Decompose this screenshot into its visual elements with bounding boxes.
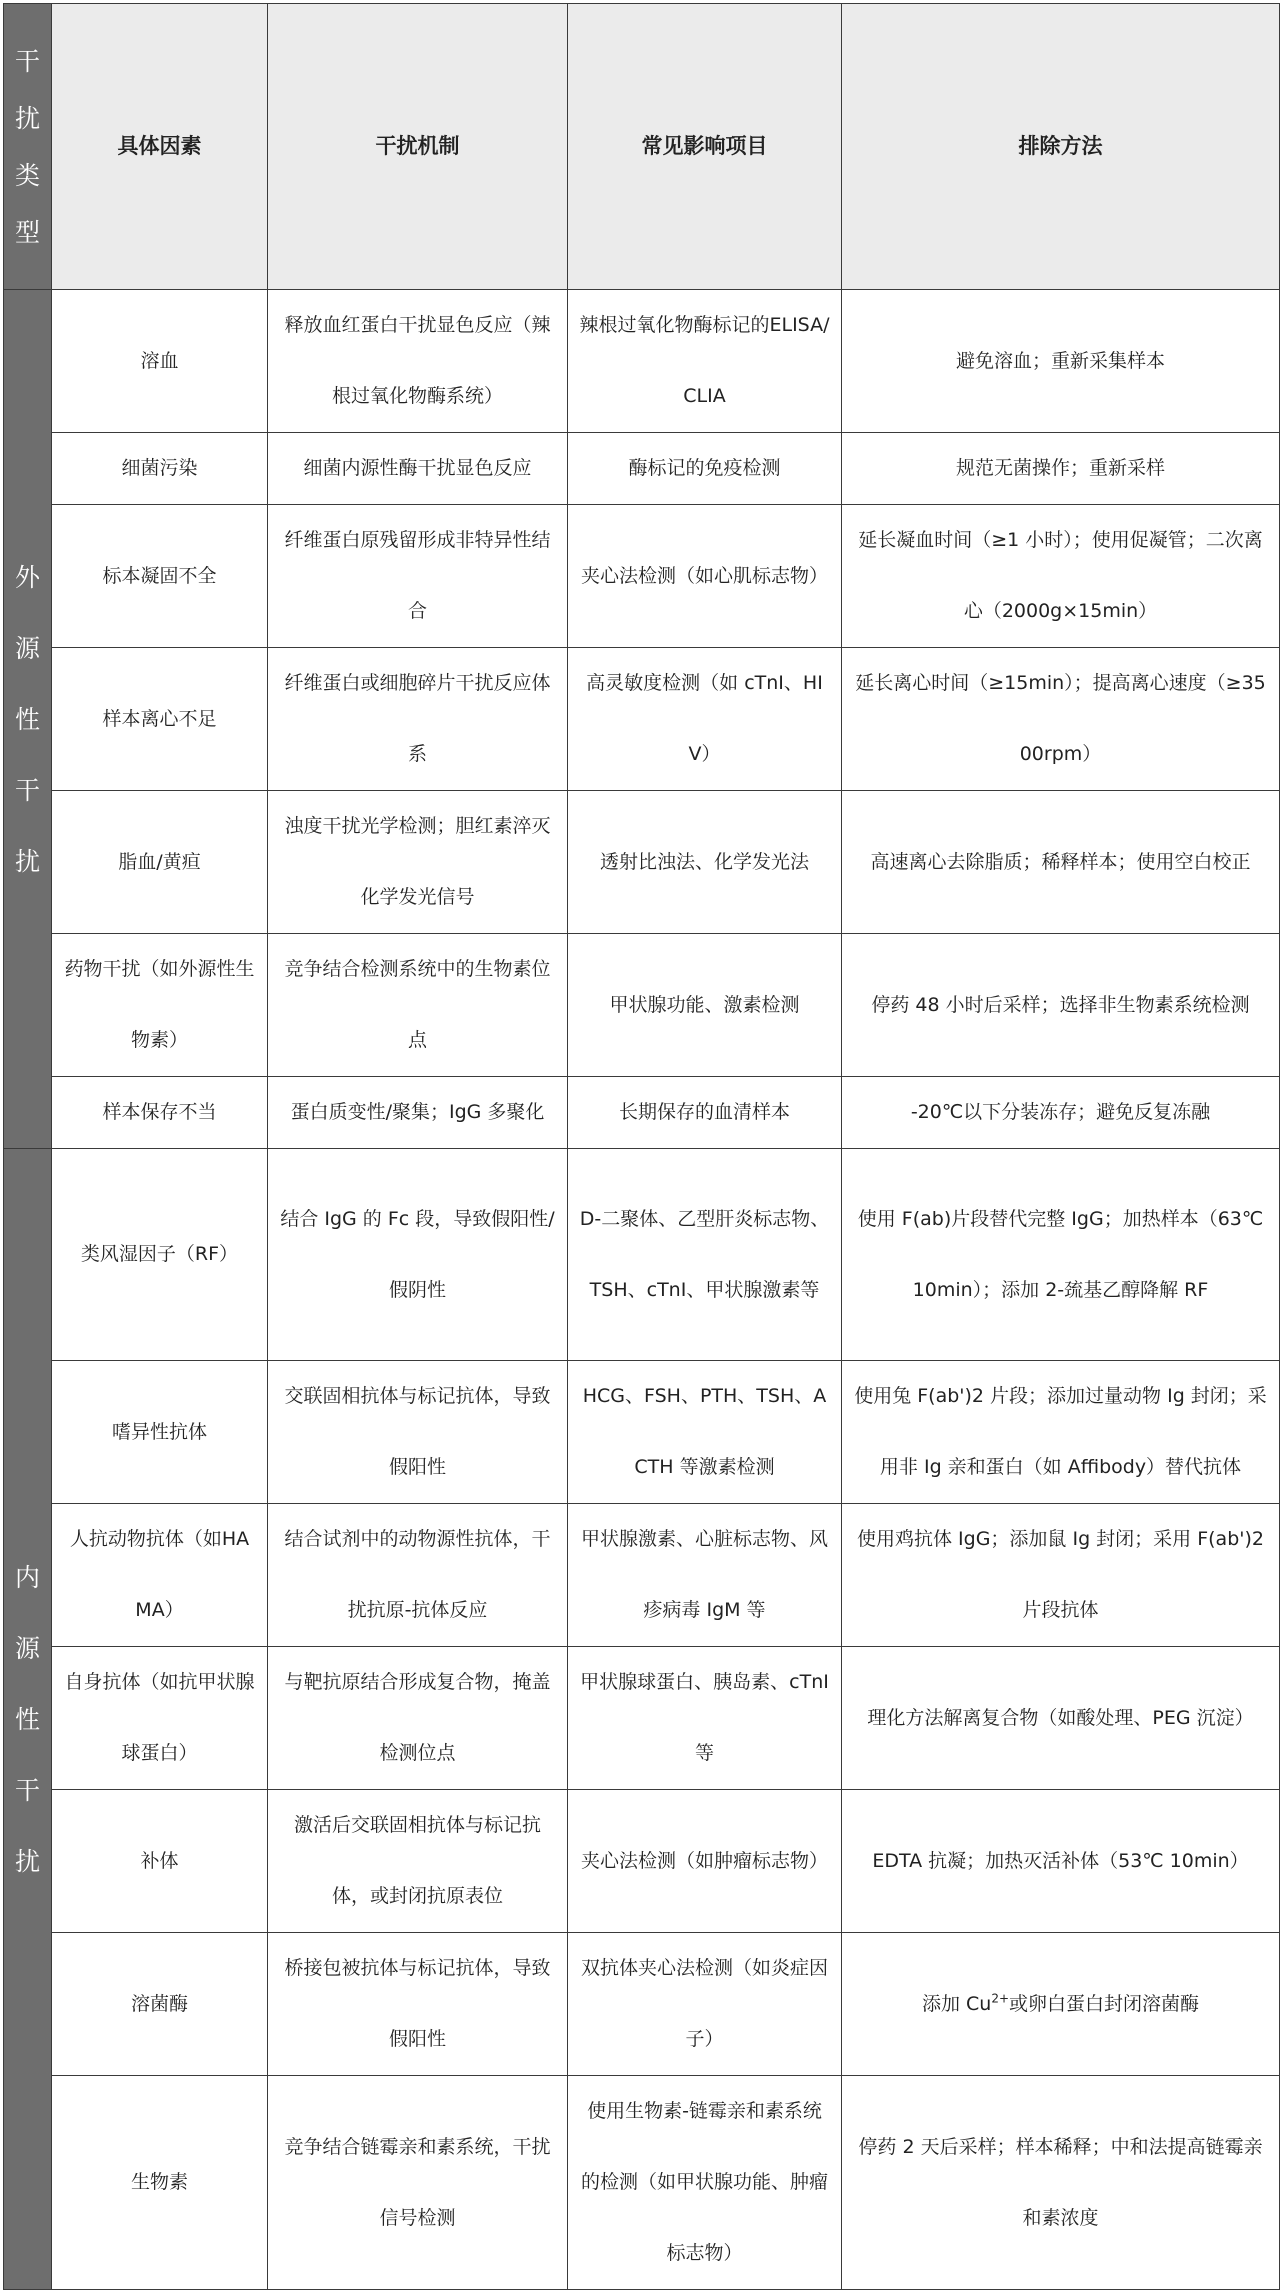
group-label-char: 干 xyxy=(14,775,40,805)
cell-factor: 样本保存不当 xyxy=(52,1077,268,1149)
table-row xyxy=(4,648,1280,791)
cell-items: 透射比浊法、化学发光法 xyxy=(568,791,842,934)
cell-mechanism: 桥接包被抗体与标记抗体，导致假阳性 xyxy=(268,1933,568,2076)
table-row xyxy=(4,1647,1280,1790)
cell-mechanism: 释放血红蛋白干扰显色反应（辣根过氧化物酶系统） xyxy=(268,290,568,433)
table-row xyxy=(4,934,1280,1077)
group-label-char: 源 xyxy=(14,633,40,663)
group-label-endogenous xyxy=(4,1149,52,2290)
cell-items: 双抗体夹心法检测（如炎症因子） xyxy=(568,1933,842,2076)
cell-factor: 药物干扰（如外源性生物素） xyxy=(52,934,268,1077)
cell-items: 辣根过氧化物酶标记的ELISA/CLIA xyxy=(568,290,842,433)
table-row xyxy=(4,1933,1280,2076)
table-row xyxy=(4,791,1280,934)
cell-method: 延长凝血时间（≥1 小时）；使用促凝管；二次离心（2000g×15min） xyxy=(842,505,1280,648)
group-label-char: 扰 xyxy=(14,1846,40,1876)
cell-items: 夹心法检测（如心肌标志物） xyxy=(568,505,842,648)
header-type xyxy=(4,4,52,290)
method-text-post: 或卵白蛋白封闭溶菌酶 xyxy=(1009,1992,1200,2015)
header-type-char: 干 xyxy=(14,46,40,76)
cell-method: 停药 48 小时后采样；选择非生物素系统检测 xyxy=(842,934,1280,1077)
cell-items: 使用生物素-链霉亲和素系统的检测（如甲状腺功能、肿瘤标志物） xyxy=(568,2076,842,2290)
header-type-char: 型 xyxy=(14,217,40,247)
cell-items: 高灵敏度检测（如 cTnI、HIV） xyxy=(568,648,842,791)
method-text-pre: 添加 Cu xyxy=(921,1992,992,2015)
cell-items: 酶标记的免疫检测 xyxy=(568,433,842,505)
table-row xyxy=(4,505,1280,648)
cell-factor: 标本凝固不全 xyxy=(52,505,268,648)
cell-items: 甲状腺功能、激素检测 xyxy=(568,934,842,1077)
cell-mechanism: 浊度干扰光学检测；胆红素淬灭化学发光信号 xyxy=(268,791,568,934)
table-row xyxy=(4,433,1280,505)
cell-mechanism: 结合试剂中的动物源性抗体，干扰抗原-抗体反应 xyxy=(268,1504,568,1647)
cell-method: EDTA 抗凝；加热灭活补体（53℃ 10min） xyxy=(842,1790,1280,1933)
interference-table xyxy=(3,3,1280,2290)
cell-method: 延长离心时间（≥15min）；提高离心速度（≥3500rpm） xyxy=(842,648,1280,791)
group-label-char: 源 xyxy=(14,1633,40,1663)
group-label-char: 性 xyxy=(14,704,40,734)
cell-items: 甲状腺激素、心脏标志物、风疹病毒 IgM 等 xyxy=(568,1504,842,1647)
cell-method: 规范无菌操作；重新采样 xyxy=(842,433,1280,505)
table-row xyxy=(4,1504,1280,1647)
header-type-char: 扰 xyxy=(14,103,40,133)
cell-mechanism: 竞争结合链霉亲和素系统，干扰信号检测 xyxy=(268,2076,568,2290)
cell-items: HCG、FSH、PTH、TSH、ACTH 等激素检测 xyxy=(568,1361,842,1504)
header-mechanism: 干扰机制 xyxy=(268,4,568,290)
header-row xyxy=(4,4,1280,290)
cell-method: 使用 F(ab)片段替代完整 IgG；加热样本（63℃ 10min）；添加 2-巯基乙醇降解 RF xyxy=(842,1149,1280,1361)
header-type-char: 类 xyxy=(14,160,40,190)
cell-items: 甲状腺球蛋白、胰岛素、cTnI 等 xyxy=(568,1647,842,1790)
table-row xyxy=(4,290,1280,433)
cell-mechanism: 交联固相抗体与标记抗体，导致假阳性 xyxy=(268,1361,568,1504)
group-label-char: 性 xyxy=(14,1704,40,1734)
method-superscript: 2+ xyxy=(991,1991,1010,2006)
cell-mechanism: 竞争结合检测系统中的生物素位点 xyxy=(268,934,568,1077)
cell-items: 夹心法检测（如肿瘤标志物） xyxy=(568,1790,842,1933)
table-row xyxy=(4,1149,1280,1361)
header-factor: 具体因素 xyxy=(52,4,268,290)
cell-factor: 人抗动物抗体（如HAMA） xyxy=(52,1504,268,1647)
cell-method: 理化方法解离复合物（如酸处理、PEG 沉淀） xyxy=(842,1647,1280,1790)
group-label-char: 扰 xyxy=(14,846,40,876)
cell-mechanism: 结合 IgG 的 Fc 段，导致假阳性/假阴性 xyxy=(268,1149,568,1361)
cell-mechanism: 激活后交联固相抗体与标记抗体，或封闭抗原表位 xyxy=(268,1790,568,1933)
cell-factor: 补体 xyxy=(52,1790,268,1933)
cell-method: 使用兔 F(ab')2 片段；添加过量动物 Ig 封闭；采用非 Ig 亲和蛋白（如 Affibody）替代抗体 xyxy=(842,1361,1280,1504)
cell-factor: 嗜异性抗体 xyxy=(52,1361,268,1504)
cell-method: 使用鸡抗体 IgG；添加鼠 Ig 封闭；采用 F(ab')2 片段抗体 xyxy=(842,1504,1280,1647)
cell-factor: 细菌污染 xyxy=(52,433,268,505)
cell-mechanism: 纤维蛋白原残留形成非特异性结合 xyxy=(268,505,568,648)
table-row xyxy=(4,1790,1280,1933)
cell-factor: 脂血/黄疸 xyxy=(52,791,268,934)
cell-method: 高速离心去除脂质；稀释样本；使用空白校正 xyxy=(842,791,1280,934)
cell-factor: 自身抗体（如抗甲状腺球蛋白） xyxy=(52,1647,268,1790)
cell-method: -20℃以下分装冻存；避免反复冻融 xyxy=(842,1077,1280,1149)
cell-items: 长期保存的血清样本 xyxy=(568,1077,842,1149)
cell-mechanism: 蛋白质变性/聚集；IgG 多聚化 xyxy=(268,1077,568,1149)
group-label-exogenous xyxy=(4,290,52,1149)
group-label-char: 干 xyxy=(14,1775,40,1805)
cell-factor: 溶血 xyxy=(52,290,268,433)
cell-factor: 生物素 xyxy=(52,2076,268,2290)
table-row xyxy=(4,1361,1280,1504)
cell-method xyxy=(842,1933,1280,2076)
cell-mechanism: 与靶抗原结合形成复合物，掩盖检测位点 xyxy=(268,1647,568,1790)
cell-factor: 样本离心不足 xyxy=(52,648,268,791)
cell-mechanism: 细菌内源性酶干扰显色反应 xyxy=(268,433,568,505)
cell-factor: 类风湿因子（RF） xyxy=(52,1149,268,1361)
cell-method: 避免溶血；重新采集样本 xyxy=(842,290,1280,433)
header-items: 常见影响项目 xyxy=(568,4,842,290)
group-label-char: 内 xyxy=(14,1562,40,1592)
cell-factor: 溶菌酶 xyxy=(52,1933,268,2076)
header-method: 排除方法 xyxy=(842,4,1280,290)
cell-mechanism: 纤维蛋白或细胞碎片干扰反应体系 xyxy=(268,648,568,791)
group-label-char: 外 xyxy=(14,562,40,592)
cell-method: 停药 2 天后采样；样本稀释；中和法提高链霉亲和素浓度 xyxy=(842,2076,1280,2290)
cell-items: D-二聚体、乙型肝炎标志物、TSH、cTnI、甲状腺激素等 xyxy=(568,1149,842,1361)
table-row xyxy=(4,1077,1280,1149)
table-row xyxy=(4,2076,1280,2290)
